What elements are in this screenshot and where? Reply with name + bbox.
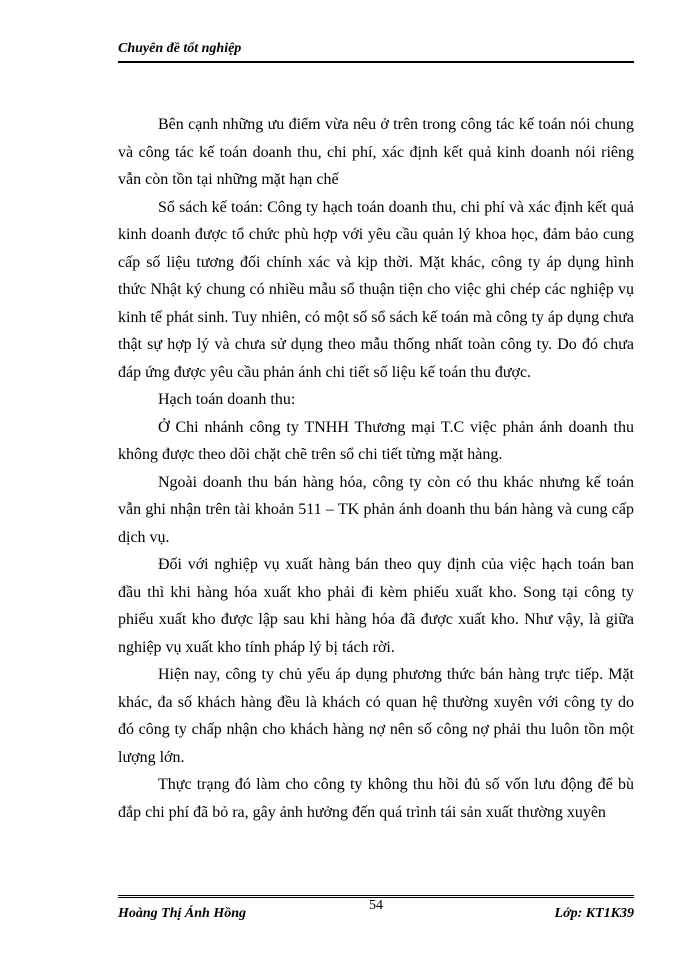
paragraph: Hiện nay, công ty chủ yếu áp dụng phương thức bán hàng trực tiếp. Mặt khác, đa số khách hàng đều là khách có quan hệ thường xuyên với công ty do đó công ty chấp nhận cho khách hàng nợ nên số công nợ phải thu luôn tồn một lượng lớn. — [118, 666, 634, 766]
paragraph: Thực trạng đó làm cho công ty không thu hồi đủ số vốn lưu động để bù đắp chi phí đã bỏ ra, gây ảnh hưởng đến quá trình tái sản xuất thường xuyên — [118, 776, 634, 821]
paragraph: Hạch toán doanh thu: — [158, 391, 296, 408]
page-footer — [118, 895, 634, 922]
header-title: Chuyên đề tốt nghiệp — [118, 41, 242, 56]
paragraph: Bên cạnh những ưu điểm vừa nêu ở trên trong công tác kế toán nói chung và công tác kế toán doanh thu, chi phí, xác định kết quả kinh doanh nói riêng vẫn còn tồn tại những mặt hạn chế — [118, 116, 634, 188]
paragraph: Đối với nghiệp vụ xuất hàng bán theo quy định của việc hạch toán ban đầu thì khi hàng hóa xuất kho phải đi kèm phiếu xuất kho. Song tại công ty phiếu xuất kho được lập sau khi hàng hóa đã được xuất kho. Như vậy, là giữa nghiệp vụ xuất kho tính pháp lý bị tách rời. — [118, 556, 634, 656]
page-number: 54 — [369, 898, 383, 913]
document-body — [118, 111, 634, 826]
paragraph: Sổ sách kế toán: Công ty hạch toán doanh thu, chi phí và xác định kết quả kinh doanh được tổ chức phù hợp với yêu cầu quản lý khoa học, đảm bảo cung cấp số liệu tương đối chính xác và kịp thời. Mặt khác, công ty áp dụng hình thức Nhật ký chung có nhiều mẫu sổ thuận tiện cho việc ghi chép các nghiệp vụ kinh tế phát sinh. Tuy nhiên, có một số sổ sách kế toán mà công ty áp dụng chưa thật sự hợp lý và chưa sử dụng theo mẫu thống nhất toàn công ty. Do đó chưa đáp ứng được yêu cầu phản ánh chi tiết số liệu kế toán thu được. — [118, 198, 634, 381]
paragraph: Ở Chi nhánh công ty TNHH Thương mại T.C việc phản ánh doanh thu không được theo dõi chặt chẽ trên sổ chi tiết từng mặt hàng. — [118, 418, 634, 463]
paragraph: Ngoài doanh thu bán hàng hóa, công ty còn có thu khác nhưng kế toán vẫn ghi nhận trên tài khoản 511 – TK phản ánh doanh thu bán hàng và cung cấp dịch vụ. — [118, 473, 634, 546]
footer-author: Hoàng Thị Ánh Hồng — [118, 906, 246, 921]
footer-row — [118, 898, 634, 922]
header-divider — [118, 61, 634, 63]
page-header — [118, 40, 634, 63]
footer-class-label: Lớp: KT1K39 — [554, 906, 634, 921]
